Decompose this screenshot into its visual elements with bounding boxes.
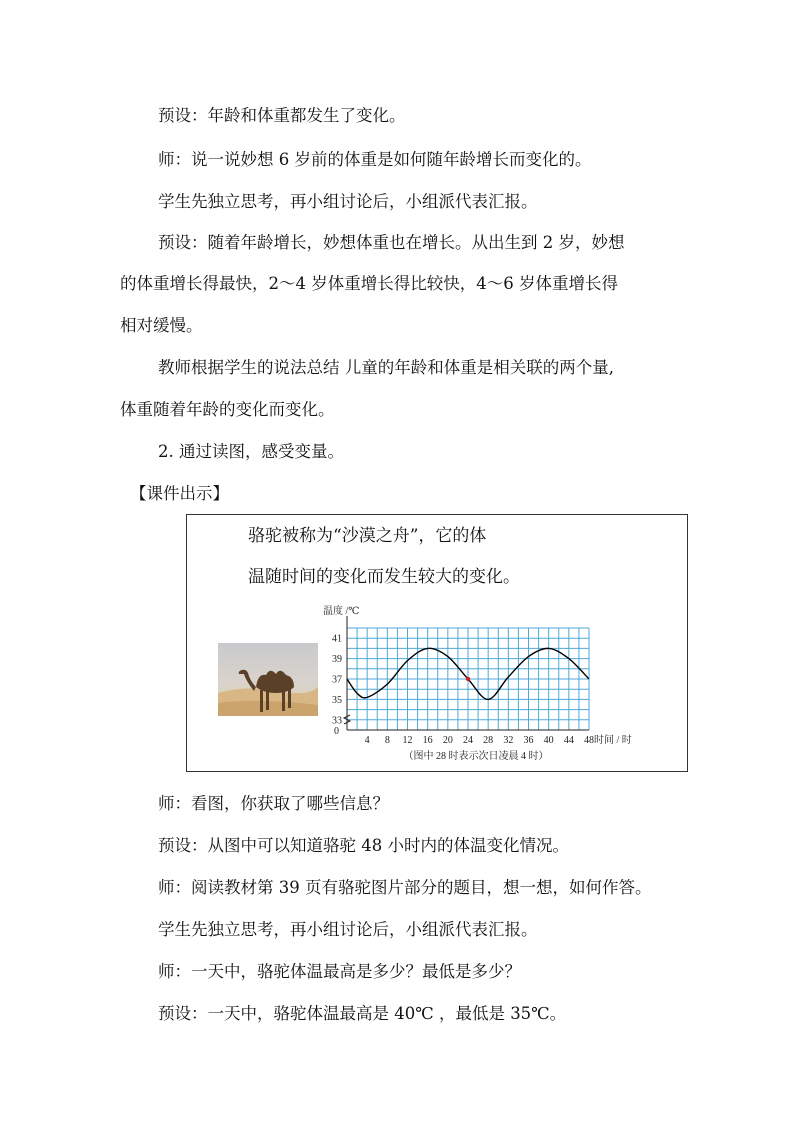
y-tick-label: 33 xyxy=(332,715,342,727)
x-tick-label: 32 xyxy=(503,735,514,746)
x-tick-label: 8 xyxy=(384,735,390,746)
y-tick-label: 35 xyxy=(332,694,342,706)
paragraph: 师：看图，你获取了哪些信息？ xyxy=(158,794,389,813)
figure-caption: 温随时间的变化而发生较大的变化。 xyxy=(248,567,520,587)
y-origin-label: 0 xyxy=(334,726,339,737)
x-tick-label: 24 xyxy=(463,735,473,746)
figure-caption: 骆驼被称为“沙漠之舟”，它的体 xyxy=(248,526,487,546)
paragraph: 师：阅读教材第 39 页有骆驼图片部分的题目，想一想，如何作答。 xyxy=(158,878,652,897)
paragraph: 教师根据学生的说法总结 儿童的年龄和体重是相关联的两个量, xyxy=(158,358,614,377)
paragraph: 学生先独立思考，再小组讨论后，小组派代表汇报。 xyxy=(158,920,538,939)
x-tick-label: 16 xyxy=(422,735,433,746)
chart-note: （图中 28 时表示次日凌晨 4 时） xyxy=(403,751,549,762)
x-tick-label: 36 xyxy=(523,735,534,746)
x-tick-label: 28 xyxy=(483,735,494,746)
paragraph: 相对缓慢。 xyxy=(120,316,203,335)
paragraph: 的体重增长得最快，2～4 岁体重增长得比较快，4～6 岁体重增长得 xyxy=(120,274,618,293)
x-tick-label: 20 xyxy=(442,735,453,746)
paragraph: 体重随着年龄的变化而变化。 xyxy=(120,400,335,419)
x-tick-label: 48 xyxy=(584,735,594,746)
paragraph: 师：说一说妙想 6 岁前的体重是如何随年龄增长而变化的。 xyxy=(158,150,592,169)
y-axis-label: 温度 /℃ xyxy=(323,606,360,617)
highlight-point xyxy=(466,677,470,681)
camel-image xyxy=(218,643,318,716)
y-tick-label: 37 xyxy=(332,674,342,686)
section-heading: 2. 通过读图，感受变量。 xyxy=(158,442,344,461)
paragraph: 预设：从图中可以知道骆驼 48 小时内的体温变化情况。 xyxy=(158,836,569,855)
y-tick-label: 39 xyxy=(332,654,342,666)
x-tick-label: 44 xyxy=(563,735,574,746)
x-axis-label: 时间 / 时 xyxy=(594,735,632,746)
x-tick-label: 4 xyxy=(364,735,370,746)
x-tick-label: 12 xyxy=(402,735,413,746)
y-tick-label: 41 xyxy=(332,633,342,645)
paragraph: 师：一天中，骆驼体温最高是多少？最低是多少？ xyxy=(158,962,521,981)
x-tick-label: 40 xyxy=(543,735,554,746)
temperature-chart xyxy=(318,600,648,768)
paragraph: 预设：一天中，骆驼体温最高是 40℃ ，最低是 35℃。 xyxy=(158,1004,567,1023)
paragraph: 预设：随着年龄增长，妙想体重也在增长。从出生到 2 岁，妙想 xyxy=(158,233,625,252)
paragraph: 学生先独立思考，再小组讨论后，小组派代表汇报。 xyxy=(158,192,538,211)
courseware-label: 【课件出示】 xyxy=(130,484,229,503)
paragraph: 预设：年龄和体重都发生了变化。 xyxy=(158,106,406,125)
